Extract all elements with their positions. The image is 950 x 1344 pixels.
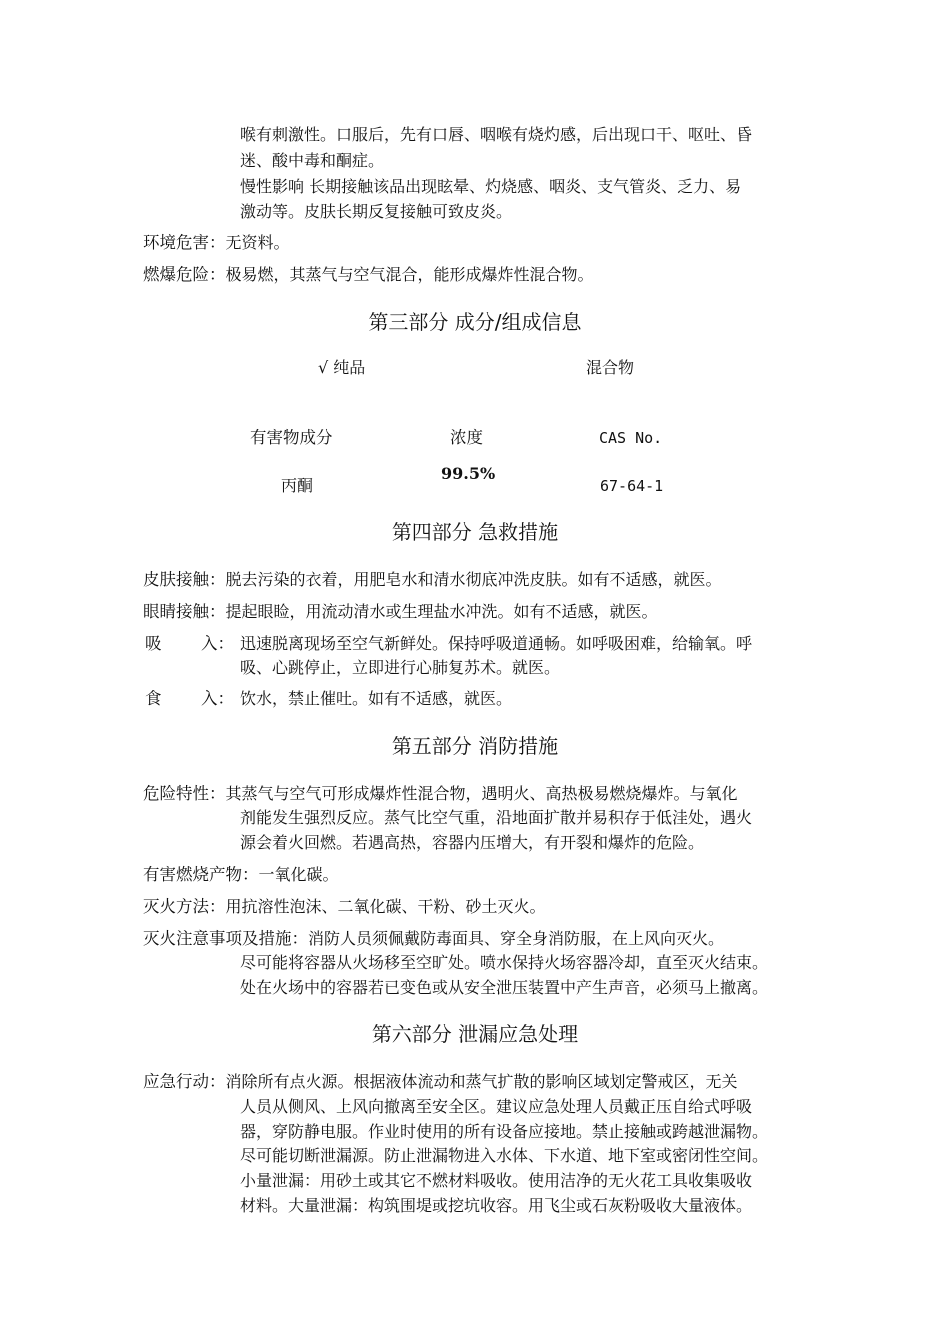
inhale-label-a: 吸 [145,634,162,653]
fire-hazard-value: 极易燃，其蒸气与空气混合，能形成爆炸性混合物。 [225,265,594,284]
intro-line: 喉有刺激性。口服后，先有口唇、咽喉有烧灼感，后出现口干、呕吐、昏 [240,125,753,144]
emergency-action-text: 器，穿防静电服。作业时使用的所有设备应接地。禁止接触或跨越泄漏物。 [240,1122,769,1141]
hazard-text: 剂能发生强烈反应。蒸气比空气重，沿地面扩散并易积存于低洼处，遇火 [240,808,753,827]
combustion-products-value: 一氧化碳。 [258,865,339,884]
ingest-label-a: 食 [145,689,162,708]
mixture-option: 混合物 [586,358,635,377]
pure-option: √ 纯品 [318,358,366,377]
table-cell-cas: 67-64-1 [600,477,664,495]
inhale-label-b: 入： [201,634,234,653]
extinguish-method-label: 灭火方法： [143,897,226,916]
hazard-text: 源会着火回燃。若遇高热，容器内压增大，有开裂和爆炸的危险。 [240,833,705,852]
eye-contact-row [143,601,658,623]
section6-heading: 第六部分 泄漏应急处理 [371,1022,579,1046]
inhale-text: 迅速脱离现场至空气新鲜处。保持呼吸道通畅。如呼吸困难，给输氧。呼 [240,634,753,653]
table-cell-concentration: 99.5% [441,464,496,483]
fire-hazard-row [143,264,594,286]
emergency-action-text: 消除所有点火源。根据液体流动和蒸气扩散的影响区域划定警戒区，无关 [225,1072,738,1091]
table-header-component: 有害物成分 [250,428,333,447]
section4-heading: 第四部分 急救措施 [391,520,559,544]
fire-hazard-label: 燃爆危险： [143,265,226,284]
emergency-action-row [143,1071,738,1093]
eye-contact-text: 提起眼睑，用流动清水或生理盐水冲洗。如有不适感，就医。 [225,602,658,621]
combustion-products-row [143,864,339,886]
skin-contact-text: 脱去污染的衣着，用肥皂水和清水彻底冲洗皮肤。如有不适感，就医。 [225,570,722,589]
emergency-action-text: 材料。大量泄漏：构筑围堤或挖坑收容。用飞尘或石灰粉吸收大量液体。 [240,1196,753,1215]
table-cell-component: 丙酮 [281,476,314,495]
precautions-text: 处在火场中的容器若已变色或从安全泄压装置中产生声音，必须马上撤离。 [240,978,769,997]
hazard-characteristics-label: 危险特性： [143,784,226,803]
precautions-text: 尽可能将容器从火场移至空旷处。喷水保持火场容器冷却，直至灭火结束。 [240,953,769,972]
extinguish-method-value: 用抗溶性泡沫、二氧化碳、干粉、砂土灭火。 [225,897,546,916]
precautions-text: 消防人员须佩戴防毒面具、穿全身消防服，在上风向灭火。 [308,929,725,948]
precautions-label: 灭火注意事项及措施： [143,929,308,948]
table-header-cas: CAS No. [599,429,663,447]
emergency-action-text: 尽可能切断泄漏源。防止泄漏物进入水体、下水道、地下室或密闭性空间。 [240,1146,769,1165]
skin-contact-label: 皮肤接触： [143,570,226,589]
precautions-row [143,928,724,950]
section3-heading: 第三部分 成分/组成信息 [368,310,582,334]
table-header-concentration: 浓度 [450,428,483,447]
intro-line: 迷、酸中毒和酮症。 [240,151,385,170]
eye-contact-label: 眼睛接触： [143,602,226,621]
intro-line: 慢性影响 长期接触该品出现眩晕、灼烧感、咽炎、支气管炎、乏力、易 [240,177,742,196]
emergency-action-text: 人员从侧风、上风向撤离至安全区。建议应急处理人员戴正压自给式呼吸 [240,1097,753,1116]
extinguish-method-row [143,896,546,918]
hazard-label [143,783,738,805]
emergency-action-label: 应急行动： [143,1072,226,1091]
emergency-action-text: 小量泄漏：用砂土或其它不燃材料吸收。使用洁净的无火花工具收集吸收 [240,1171,753,1190]
intro-line: 激动等。皮肤长期反复接触可致皮炎。 [240,202,513,221]
env-hazard-label: 环境危害： [143,233,226,252]
env-hazard-row [143,232,290,254]
section5-heading: 第五部分 消防措施 [391,734,559,758]
ingest-text: 饮水，禁止催吐。如有不适感，就医。 [240,689,513,708]
combustion-products-label: 有害燃烧产物： [143,865,259,884]
hazard-text: 其蒸气与空气可形成爆炸性混合物，遇明火、高热极易燃烧爆炸。与氧化 [225,784,738,803]
inhale-text: 吸、心跳停止，立即进行心肺复苏术。就医。 [240,658,561,677]
skin-contact-row [143,569,722,591]
env-hazard-value: 无资料。 [225,233,290,252]
ingest-label-b: 入： [201,689,234,708]
